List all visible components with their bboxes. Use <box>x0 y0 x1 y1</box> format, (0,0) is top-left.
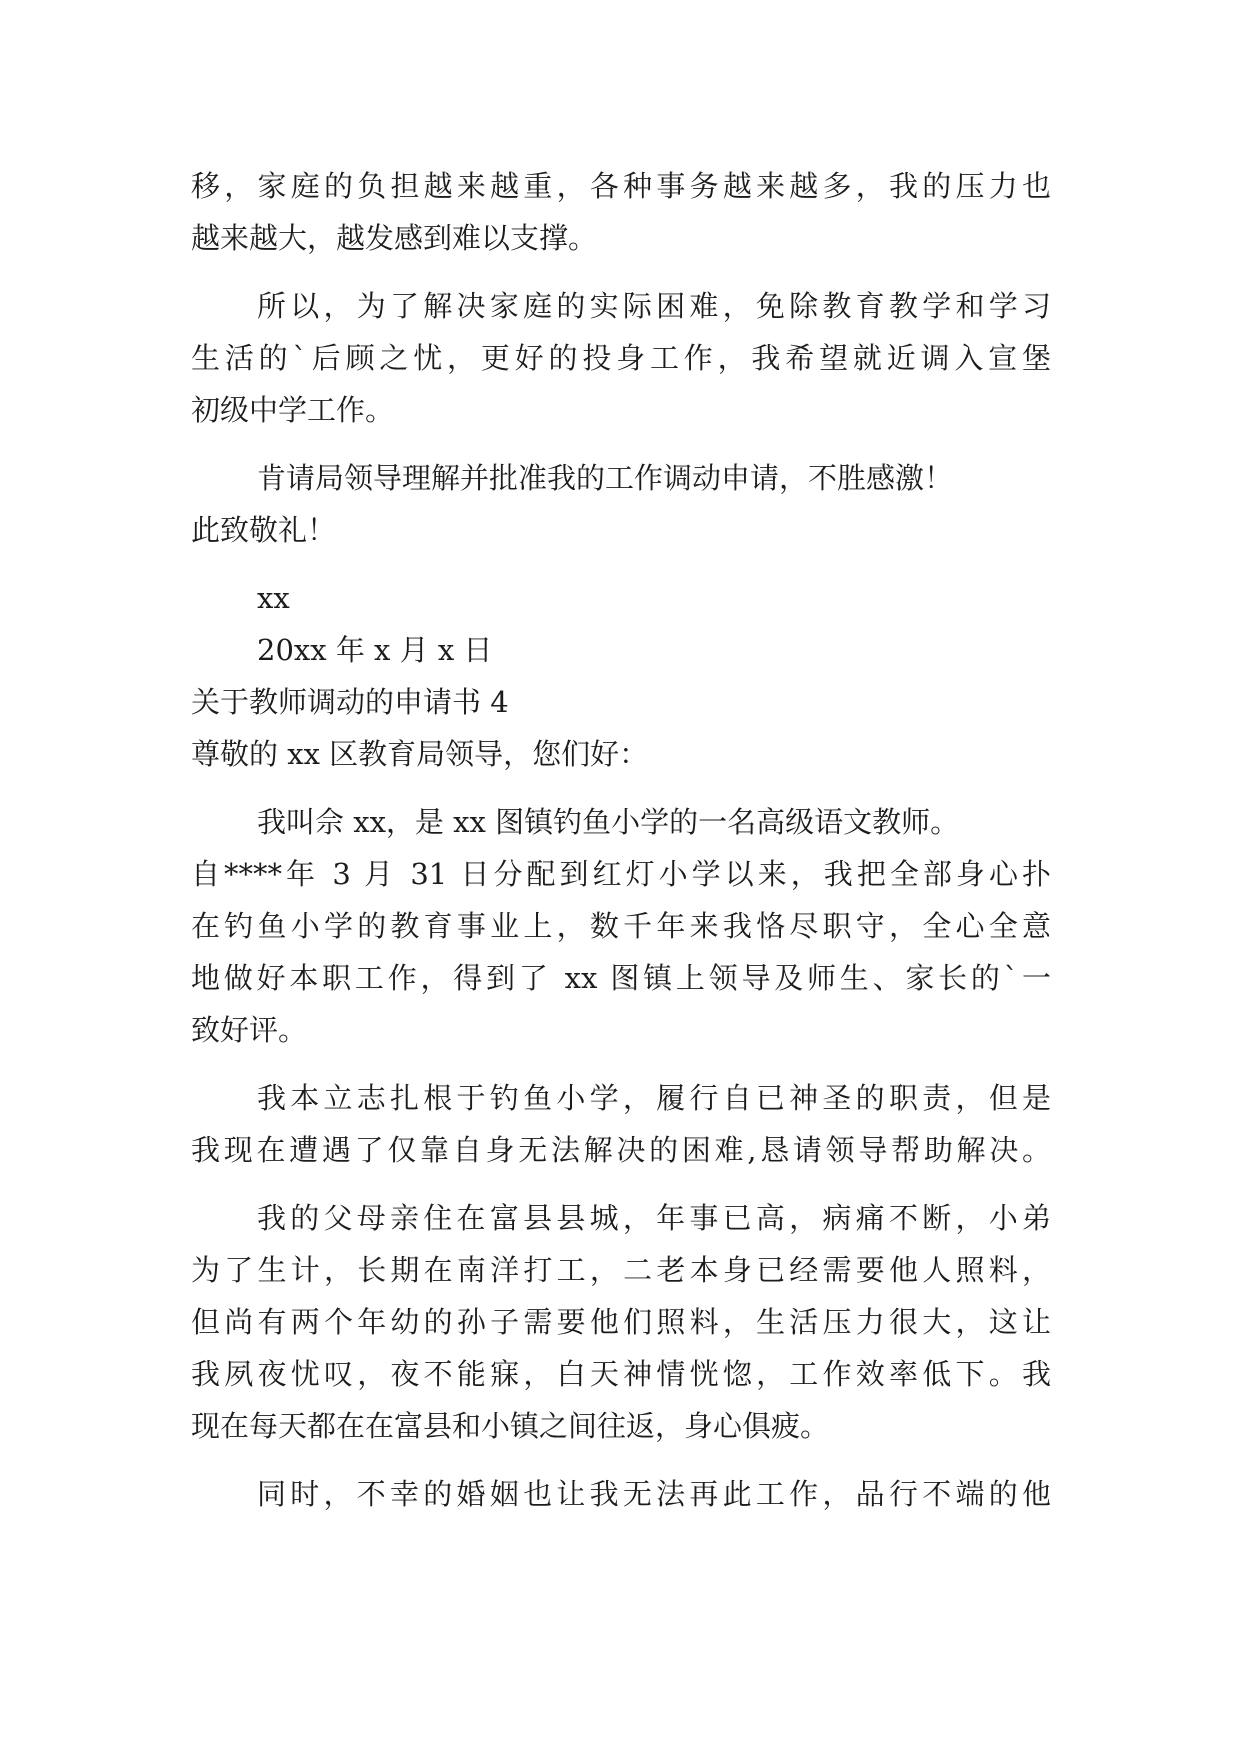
paragraph-line: 自****年 3 月 31 日分配到红灯小学以来，我把全部身心扑 <box>191 857 1051 891</box>
closing-salutation: 此致敬礼！ <box>191 513 337 547</box>
paragraph-line: 地做好本职工作，得到了 xx 图镇上领导及师生、家长的`一 <box>191 961 1051 995</box>
paragraph-line: 为了生计，长期在南洋打工，二老本身已经需要他人照料， <box>191 1253 1051 1287</box>
paragraph-line: 我现在遭遇了仅靠自身无法解决的困难,恳请领导帮助解决。 <box>191 1133 1051 1167</box>
paragraph-line: 但尚有两个年幼的孙子需要他们照料，生活压力很大，这让 <box>191 1305 1051 1339</box>
paragraph-line: 移，家庭的负担越来越重，各种事务越来越多，我的压力也 <box>191 169 1051 203</box>
paragraph-line: 生活的`后顾之忧，更好的投身工作，我希望就近调入宣堡 <box>191 341 1051 375</box>
paragraph-line: 我夙夜忧叹，夜不能寐，白天神情恍惚，工作效率低下。我 <box>191 1357 1051 1391</box>
paragraph-line: 所以，为了解决家庭的实际困难，免除教育教学和学习 <box>257 289 1051 323</box>
section-title: 关于教师调动的申请书 4 <box>191 685 509 719</box>
paragraph-line: 在钓鱼小学的教育事业上，数千年来我恪尽职守，全心全意 <box>191 909 1051 943</box>
paragraph-line: 我本立志扎根于钓鱼小学，履行自已神圣的职责，但是 <box>257 1081 1051 1115</box>
paragraph-line: 越来越大，越发感到难以支撑。 <box>191 221 598 255</box>
paragraph-line: 我的父母亲住在富县县城，年事已高，病痛不断，小弟 <box>257 1201 1051 1235</box>
paragraph-line: 致好评。 <box>191 1013 308 1047</box>
signature-name: xx <box>257 581 290 615</box>
letter-greeting: 尊敬的 xx 区教育局领导，您们好： <box>191 737 649 771</box>
document-body <box>191 160 1051 1520</box>
paragraph-line: 肯请局领导理解并批准我的工作调动申请，不胜感激！ <box>257 461 954 495</box>
paragraph-line: 同时，不幸的婚姻也让我无法再此工作，品行不端的他 <box>257 1477 1051 1511</box>
paragraph-line: 我叫佘 xx，是 xx 图镇钓鱼小学的一名高级语文教师。 <box>257 805 960 839</box>
paragraph-line: 初级中学工作。 <box>191 393 395 427</box>
paragraph-line: 现在每天都在在富县和小镇之间往返，身心俱疲。 <box>191 1409 830 1443</box>
signature-date: 20xx 年 x 月 x 日 <box>257 633 493 667</box>
